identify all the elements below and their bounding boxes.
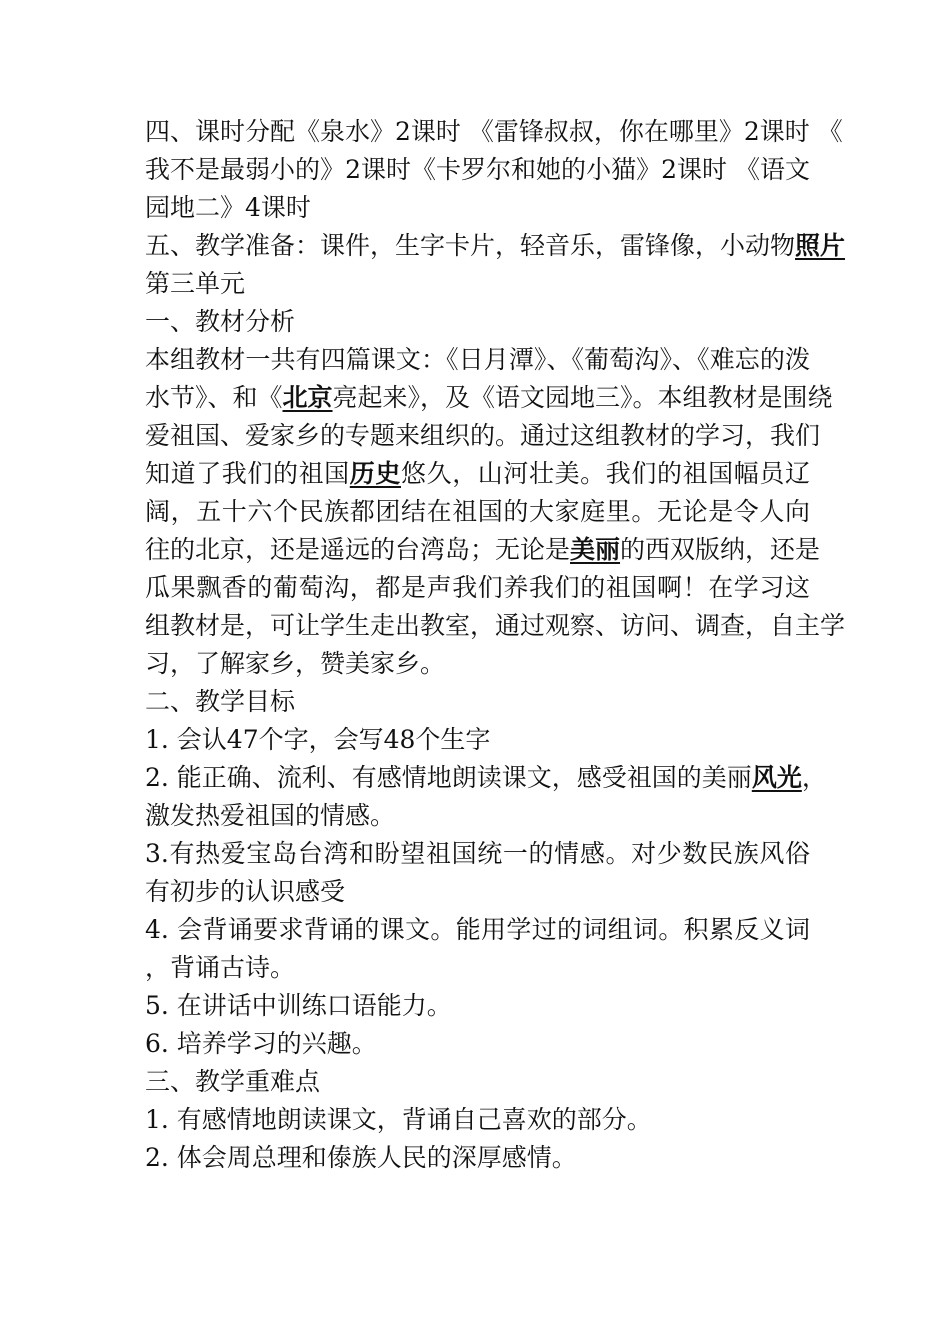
keypoints-heading: 三、教学重难点 xyxy=(145,1067,321,1096)
section5-text: 五、教学准备：课件，生字卡片，轻音乐，雷锋像，小动物 xyxy=(145,231,796,260)
analysis-line6 xyxy=(145,531,821,569)
analysis-line9: 习，了解家乡，赞美家乡。 xyxy=(145,649,446,678)
analysis-text: 往的北京，还是遥远的台湾岛；无论是 xyxy=(145,535,571,564)
analysis-line4 xyxy=(145,455,810,493)
analysis-line1: 本组教材一共有四篇课文：《日月潭》、《葡萄沟》、《难忘的泼 xyxy=(145,345,810,374)
keypoint-1: 1. 有感情地朗读课文，背诵自己喜欢的部分。 xyxy=(145,1105,652,1134)
unit-title: 第三单元 xyxy=(145,269,246,298)
keypoint-2: 2. 体会周总理和傣族人民的深厚感情。 xyxy=(145,1143,577,1172)
goal-6: 6. 培养学习的兴趣。 xyxy=(145,1029,377,1058)
analysis-text: 悠久，山河壮美。我们的祖国幅员辽 xyxy=(401,459,810,488)
goal-3-line1: 3.有热爱宝岛台湾和盼望祖国统一的情感。对少数民族风俗 xyxy=(145,839,810,868)
section4-line1: 四、课时分配《泉水》2课时 《雷锋叔叔，你在哪里》2课时 《 xyxy=(145,117,843,146)
analysis-line2 xyxy=(145,379,833,417)
goal-5: 5. 在讲话中训练口语能力。 xyxy=(145,991,452,1020)
analysis-line8: 组教材是，可让学生走出教室，通过观察、访问、调查，自主学 xyxy=(145,611,846,640)
analysis-text: 水节》、和《 xyxy=(145,383,283,412)
goal-2-line1 xyxy=(145,759,827,797)
beijing-link[interactable]: 北京 xyxy=(282,383,333,412)
section5-line xyxy=(145,227,846,265)
beautiful-link[interactable]: 美丽 xyxy=(570,535,621,564)
goal-2-line2: 激发热爱祖国的情感。 xyxy=(145,801,396,830)
history-link[interactable]: 历史 xyxy=(349,459,401,488)
analysis-line5: 阔，五十六个民族都团结在祖国的大家庭里。无论是令人向 xyxy=(145,497,810,526)
goals-heading: 二、教学目标 xyxy=(145,687,296,716)
analysis-line3: 爱祖国、爱家乡的专题来组织的。通过这组教材的学习，我们 xyxy=(145,421,821,450)
goal-text: ， xyxy=(801,763,827,792)
scenery-link[interactable]: 风光 xyxy=(751,763,802,792)
analysis-heading: 一、教材分析 xyxy=(145,307,296,336)
analysis-text: 知道了我们的祖国 xyxy=(145,459,350,488)
goal-text: 2. 能正确、流利、有感情地朗读课文，感受祖国的美丽 xyxy=(145,763,752,792)
analysis-line7: 瓜果飘香的葡萄沟，都是声我们养我们的祖国啊！在学习这 xyxy=(145,573,810,602)
document-body xyxy=(145,113,846,1177)
goal-1: 1. 会认47个字，会写48个生字 xyxy=(145,725,491,754)
analysis-text: 亮起来》，及《语文园地三》。本组教材是围绕 xyxy=(332,383,833,412)
goal-4-line2: ，背诵古诗。 xyxy=(145,953,296,982)
section4-line3: 园地二》4课时 xyxy=(145,193,311,222)
analysis-text: 的西双版纳，还是 xyxy=(620,535,821,564)
photo-link[interactable]: 照片 xyxy=(795,231,846,260)
goal-3-line2: 有初步的认识感受 xyxy=(145,877,346,906)
goal-4-line1: 4. 会背诵要求背诵的课文。能用学过的词组词。积累反义词 xyxy=(145,915,810,944)
section4-line2: 我不是最弱小的》2课时《卡罗尔和她的小猫》2课时 《语文 xyxy=(145,155,810,184)
